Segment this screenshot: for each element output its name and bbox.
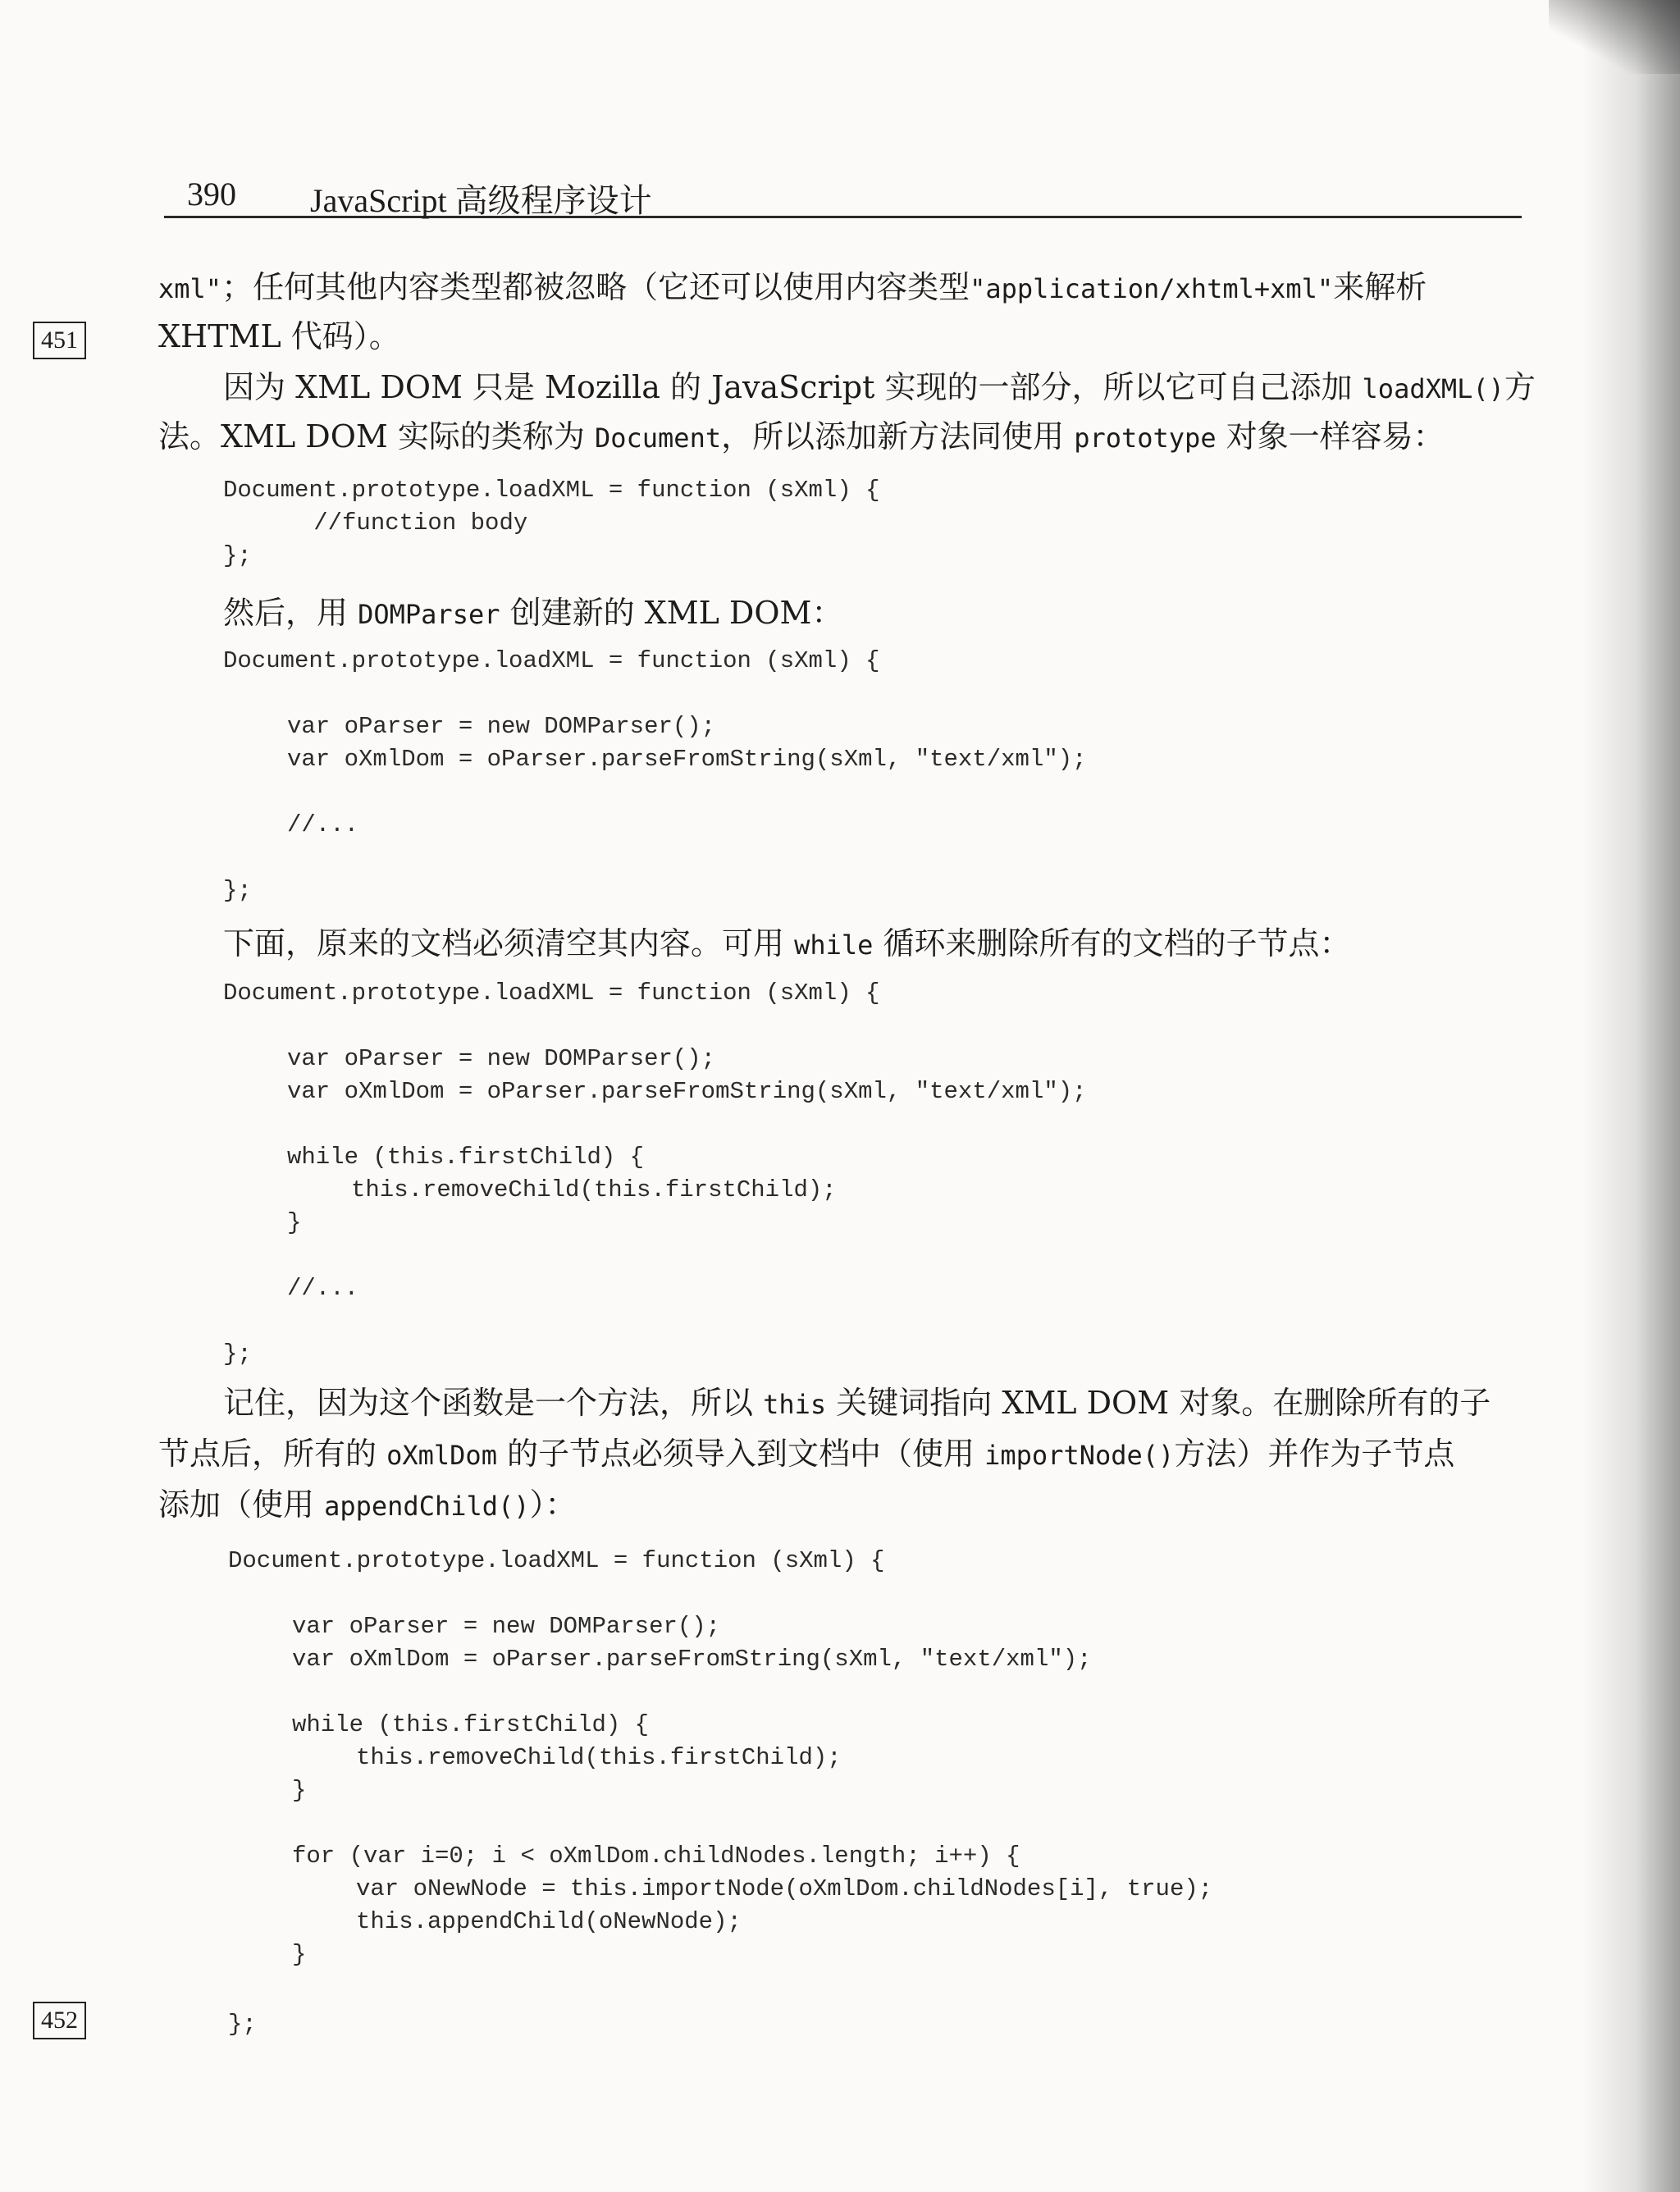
text: 对象一样容易： (1216, 418, 1445, 454)
paragraph-5-line-3 (158, 1486, 577, 1525)
code-line: var oXmlDom = oParser.parseFromString(sXml, "text/xml"); (287, 746, 1087, 773)
paragraph-5-line-1 (223, 1385, 1491, 1423)
page-edge-shadow (1582, 0, 1680, 2192)
code-line: while (this.firstChild) { (292, 1711, 650, 1738)
text: 下面，原来的文档必须清空其内容。可用 (223, 925, 795, 961)
code-line: var oXmlDom = oParser.parseFromString(sXml, "text/xml"); (287, 1078, 1087, 1105)
margin-ref-bottom: 452 (33, 2002, 86, 2039)
code-line: //... (287, 811, 359, 838)
paragraph-5-line-2 (158, 1436, 1454, 1474)
code-line: this.removeChild(this.firstChild); (351, 1176, 837, 1203)
code-line: var oXmlDom = oParser.parseFromString(sXml, "text/xml"); (292, 1646, 1092, 1673)
paragraph-2-line-2 (158, 418, 1445, 457)
text: ，所以添加新方法同使用 (721, 418, 1075, 454)
inline-code: loadXML() (1362, 373, 1504, 404)
text: 的子节点必须导入到文档中（使用 (496, 1436, 985, 1472)
page-corner-shade (1549, 0, 1680, 74)
text: 方法）并作为子节点 (1174, 1436, 1455, 1472)
text: ；任何其他内容类型都被忽略（它还可以使用内容类型 (221, 269, 970, 305)
code-line: } (292, 1941, 307, 1968)
text: 来解析 (1333, 269, 1427, 305)
page-number: 390 (187, 176, 236, 212)
inline-code: appendChild() (324, 1491, 530, 1522)
inline-code: prototype (1074, 422, 1217, 454)
code-line: var oParser = new DOMParser(); (287, 1045, 716, 1072)
paragraph-4 (223, 925, 1351, 964)
code-line: Document.prototype.loadXML = function (sXml) { (228, 1547, 885, 1574)
paragraph-1-line-1 (158, 269, 1427, 308)
inline-code: xml" (158, 273, 222, 304)
code-line: Document.prototype.loadXML = function (sXml) { (223, 980, 880, 1007)
margin-ref-top: 451 (33, 322, 86, 359)
code-line: this.removeChild(this.firstChild); (356, 1744, 842, 1771)
inline-code: while (794, 929, 874, 961)
paragraph-2-line-1 (223, 369, 1536, 408)
code-line: } (292, 1777, 307, 1804)
code-line: } (287, 1209, 302, 1236)
text: 节点后，所有的 (158, 1436, 387, 1472)
inline-code: importNode() (984, 1440, 1175, 1471)
code-line: Document.prototype.loadXML = function (sXml) { (223, 647, 880, 674)
code-line: }; (223, 1340, 252, 1368)
page-header (164, 168, 1522, 218)
book-title: JavaScript 高级程序设计 (310, 182, 652, 219)
text: 创建新的 XML DOM： (500, 595, 843, 631)
code-line: var oParser = new DOMParser(); (287, 713, 716, 740)
code-line: while (this.firstChild) { (287, 1144, 645, 1171)
code-line: for (var i=0; i < oXmlDom.childNodes.length; i++) { (292, 1843, 1020, 1870)
inline-code: oXmlDom (386, 1440, 497, 1471)
text: 关键词指向 XML DOM 对象。在删除所有的子 (826, 1385, 1491, 1421)
code-line: Document.prototype.loadXML = function (sXml) { (223, 477, 880, 504)
text: 法。XML DOM 实际的类称为 (158, 418, 595, 454)
code-line: }; (228, 2011, 257, 2038)
code-line: }; (223, 877, 252, 904)
inline-code: this (763, 1389, 827, 1420)
code-line: //... (287, 1275, 359, 1302)
paragraph-1-line-2: XHTML 代码）。 (158, 318, 400, 354)
text: 添加（使用 (158, 1486, 325, 1523)
inline-code: DOMParser (358, 599, 500, 630)
code-line: var oParser = new DOMParser(); (292, 1613, 721, 1640)
inline-code: "application/xhtml+xml" (970, 273, 1334, 304)
inline-code: Document (594, 422, 722, 454)
paragraph-3 (223, 595, 842, 633)
text: 因为 XML DOM 只是 Mozilla 的 JavaScript 实现的一部分，所以它可自己添加 (223, 369, 1363, 405)
text: 记住，因为这个函数是一个方法，所以 (223, 1385, 764, 1421)
text: 循环来删除所有的文档的子节点： (873, 925, 1351, 961)
code-line: var oNewNode = this.importNode(oXmlDom.childNodes[i], true); (356, 1875, 1213, 1902)
text: 方 (1504, 369, 1536, 405)
code-line: //function body (271, 509, 528, 537)
code-line: }; (223, 542, 252, 569)
text: ）： (529, 1486, 577, 1523)
text: 然后，用 (223, 595, 358, 631)
code-line: this.appendChild(oNewNode); (356, 1908, 742, 1935)
